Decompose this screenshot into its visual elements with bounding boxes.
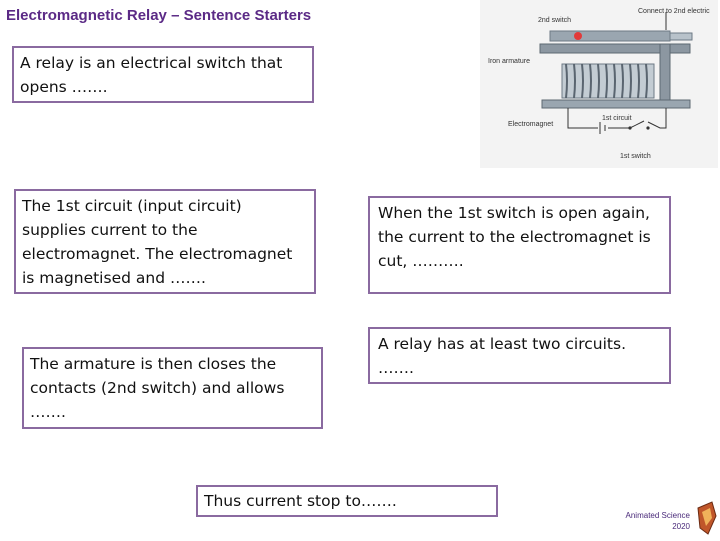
thus-box: Thus current stop to…….	[196, 485, 498, 517]
relay-base	[542, 100, 690, 108]
switch-contact	[646, 126, 649, 129]
switch-open-box: When the 1st switch is open again, the current to the electromagnet is cut, ……….	[368, 196, 671, 294]
label-1st-switch: 1st switch	[620, 153, 651, 160]
label-electromagnet: Electromagnet	[508, 121, 554, 128]
credit-year: 2020	[672, 522, 690, 531]
relay-diagram	[480, 0, 718, 168]
label-2nd-switch: 2nd switch	[538, 17, 572, 24]
label-connect: Connect to 2nd electric	[638, 8, 710, 15]
contact-bar	[550, 31, 670, 41]
armature-box: The armature is then closes the contacts (2nd switch) and allows …….	[22, 347, 323, 429]
two-circuits-box: A relay has at least two circuits. …….	[368, 327, 671, 384]
credit	[626, 510, 690, 532]
credit-name: Animated Science	[625, 511, 690, 520]
relay-definition-box: A relay is an electrical switch that opens …….	[12, 46, 314, 103]
label-1st-circuit: 1st circuit	[602, 115, 632, 122]
first-circuit-box: The 1st circuit (input circuit) supplies current to the electromagnet. The electromagnet is magnetised and …….	[14, 189, 316, 294]
animated-science-logo-icon	[694, 500, 718, 541]
page-title: Electromagnetic Relay – Sentence Starters	[6, 7, 312, 24]
connector-rod	[670, 33, 692, 40]
contact-point	[574, 32, 582, 40]
armature-post	[660, 44, 670, 106]
relay-diagram-svg	[480, 0, 718, 168]
switch-pivot	[628, 126, 631, 129]
label-iron-armature: Iron armature	[488, 58, 531, 65]
